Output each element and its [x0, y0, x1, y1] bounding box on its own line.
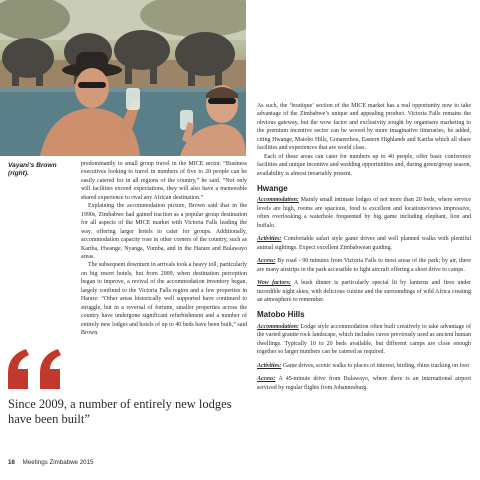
matobo-access [257, 375, 471, 392]
left-paragraph: predominantly to small group travel in the MICE sector. “Business executives looking to travel in numbers of five to 20 people can be easily catered for in all regions of the country,” he said. “Not only will facilities exceed expectations, they will also have a memorable shared experience to rival any African destination.” [81, 161, 247, 201]
hwange-activities [257, 235, 471, 252]
section-heading-hwange: Hwange [257, 184, 288, 194]
quote-mark-icon [2, 347, 70, 391]
label: Access: [257, 376, 276, 383]
left-text-column [81, 160, 247, 338]
label: Access: [257, 258, 276, 265]
intro-paragraph: Each of these areas can cater for numbers up to 40 people, offer basic conference facilities and unique incentive and wedding opportunities and, during green/group season, availability is almost invariably present. [257, 153, 471, 177]
intro-paragraph: As such, the ‘boutique’ section of the MICE market has a real opportunity now to take advantage of the Zimbabwe’s unique and appealing product. Victoria Falls remains the obvious gateway, but the wow factor and exclusivity sought by organisers marketing to the premium incentive sector can be wooed by more imaginative itineraries, he added, citing Hwange, Matobo Hills, Gonarezhou, Eastern Highlands and Kariba which all share facilities and experiences that are world class. [257, 103, 471, 152]
label: Activities: [257, 362, 282, 369]
photo-caption: Vayani's Brown (right). [8, 162, 57, 178]
label: Accommodation: [257, 197, 299, 204]
left-paragraph: Explaining the accommodation picture, Brown said that in the 1990s, Zimbabwe had gained traction as a popular group destination for all aspects of the MICE market with Victoria Falls leading the way, offering larger hotels to cater for groups. Additionally, accommodation capacity rose in other corners of the country, such as Kariba, Hwange, Nyanga, Vumba, and in the Harare and Bulawayo areas. [81, 203, 247, 260]
text: Mainly small intimate lodges of not more than 20 beds, where service levels are high, rooms are spacious, food is excellent and locations/views impressive, often overlooking a waterhole frequented by big game including elephant, lion and buffalo. [257, 197, 471, 229]
publication-title: Meetings Zimbabwe 2015 [22, 459, 94, 466]
text: Comfortable safari style game drives and well planned walks with plentiful animal sightings. Expect excellent Zimbabwean guiding. [257, 236, 471, 251]
text: A bush dinner is particularly special lit by lanterns and fires under incredible night skies, with delicious cuisine and the surroundings of wild Africa creating an atmosphere to remember. [257, 280, 471, 303]
hwange-accommodation [257, 196, 471, 230]
matobo-activities [257, 362, 471, 370]
pull-quote: Since 2009, a number of entirely new lodges have been built” [8, 397, 232, 427]
hero-photo [0, 0, 246, 156]
hwange-wow [257, 279, 471, 304]
text: By road - 90 minutes from Victoria Falls to most areas of the park; by air, there are many airstrips in the park accessible to light aircraft offering a short drive to camps. [257, 258, 471, 273]
label: Activities: [257, 236, 282, 243]
label: Accommodation: [257, 323, 299, 330]
text: Lodge style accommodation often built creatively to take advantage of the varied granite rock landscape, which includes caves previously used as ancient human dwellings. Typically 10 to 20 beds available, but different camps are close enough together so larger numbers can be catered as required. [257, 323, 471, 356]
matobo-accommodation [257, 323, 471, 357]
left-paragraph: The subsequent downturn in arrivals took a heavy toll, particularly on big resort hotels, but from 2009, when destination perception began to improve, a revival of the accommodation inventory began, largely confined to the Victoria Falls region and a few properties in Harare: “Other areas historically well supported have continued to struggle, but in a reversal of fortune, smaller properties across the country have undergone significant refurbishment and a number of entirely new lodges and hotels of up to 40 beds have been built,” said Brown. [81, 262, 247, 337]
label: Wow factors: [257, 280, 291, 287]
page-number: 16 [8, 459, 15, 466]
text: A 45-minute drive from Bulawayo, where there is an international airport serviced by regular flights from Johannesburg. [257, 376, 471, 391]
text: Game drives, scenic walks to places of interest, birding, rhino tracking on foot [281, 362, 470, 369]
page-footer [8, 459, 93, 466]
section-heading-matobo: Matobo Hills [257, 310, 305, 320]
right-text-column [257, 102, 471, 397]
photo-illustration [0, 0, 246, 156]
hwange-access [257, 257, 471, 274]
